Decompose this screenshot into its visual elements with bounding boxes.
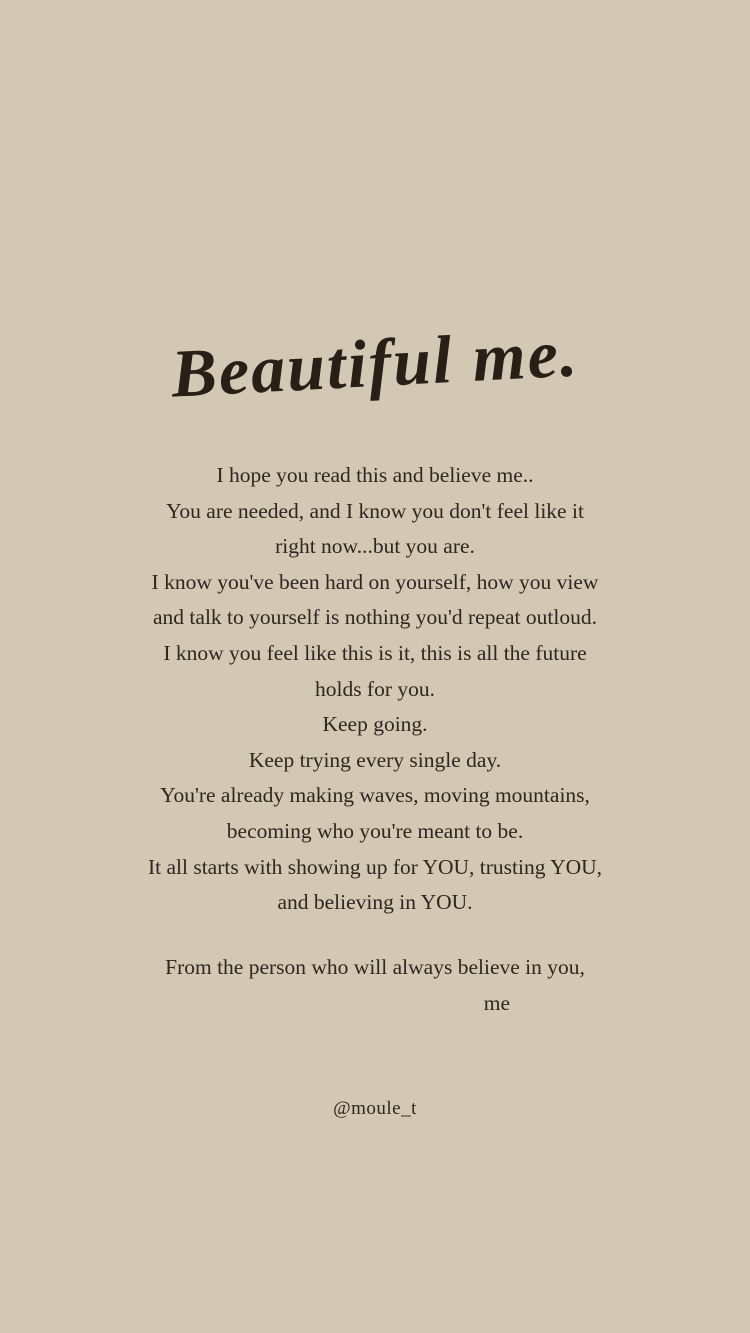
poem-line: I know you feel like this is it, this is all the future bbox=[163, 640, 587, 665]
poem-line: and believing in YOU. bbox=[277, 890, 473, 915]
author-handle: @moule_t bbox=[333, 1098, 417, 1119]
poem-line: You are needed, and I know you don't feel like it bbox=[166, 498, 584, 523]
poem-line: You're already making waves, moving mountains, bbox=[160, 783, 590, 808]
poem-line: It all starts with showing up for YOU, trusting YOU, bbox=[147, 854, 603, 879]
poem-line: becoming who you're meant to be. bbox=[226, 818, 524, 843]
signature-line: From the person who will always believe in you, bbox=[165, 955, 585, 979]
poem-line: I know you've been hard on yourself, how you view bbox=[151, 569, 599, 594]
poem-line: and talk to yourself is nothing you'd repeat outloud. bbox=[153, 605, 597, 630]
poem-line: holds for you. bbox=[314, 676, 436, 701]
signature-block bbox=[65, 950, 685, 1021]
quote-title: Beautiful me. bbox=[169, 314, 581, 412]
poem-body bbox=[65, 458, 685, 921]
poem-line: I hope you read this and believe me.. bbox=[216, 463, 534, 487]
poem-line: right now...but you are. bbox=[275, 534, 475, 559]
poem-line: Keep going. bbox=[322, 712, 428, 737]
signature-signoff: me bbox=[483, 990, 510, 1015]
poem-line: Keep trying every single day. bbox=[248, 747, 502, 772]
